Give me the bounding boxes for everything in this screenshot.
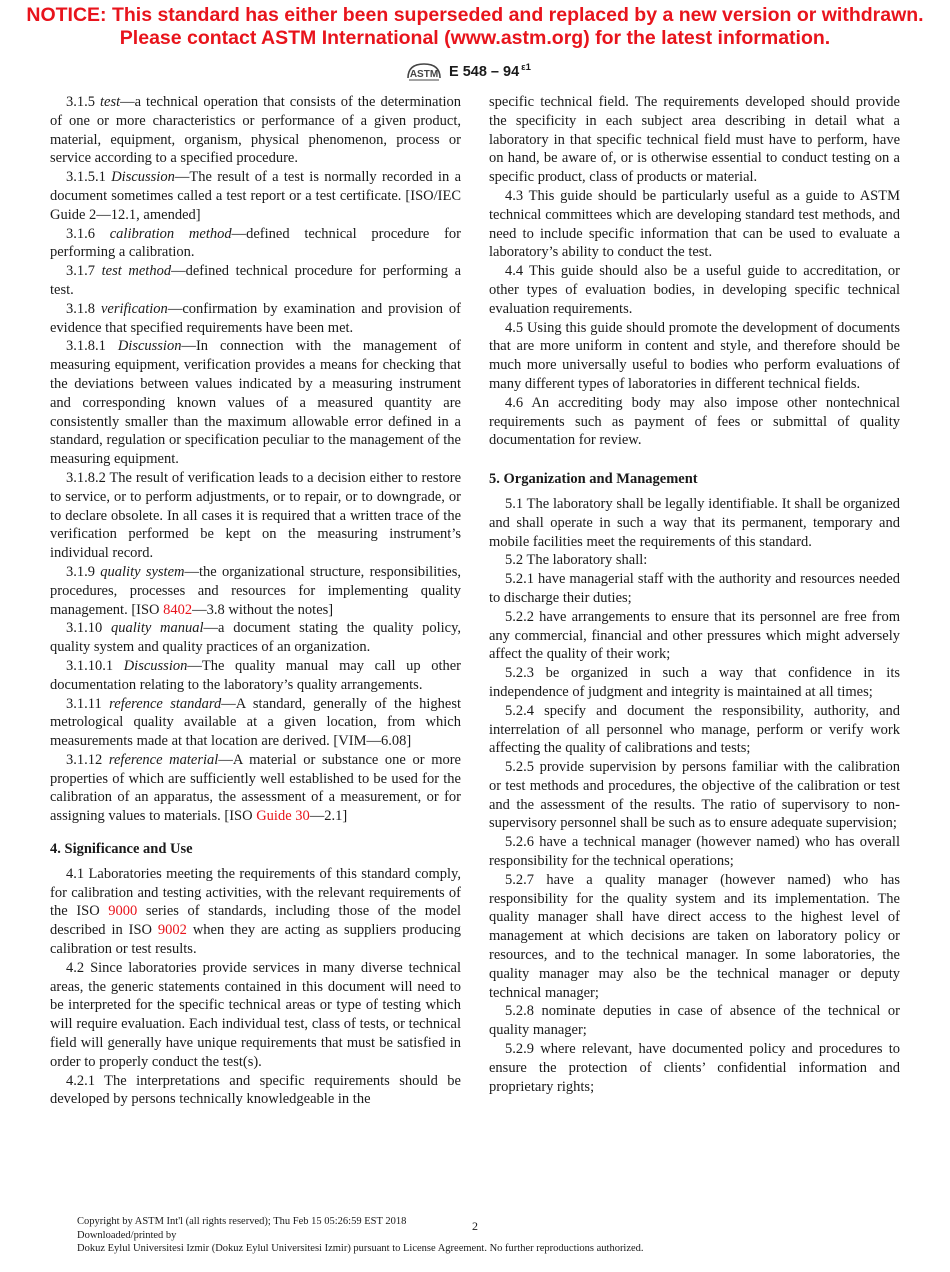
paragraph-5-2-3: 5.2.3 be organized in such a way that confidence in its independence of judgment and integrity is maintained at all times; — [489, 665, 900, 700]
term: quality manual — [111, 620, 204, 637]
paragraph-number: 3.1.5.1 — [66, 169, 112, 186]
paragraph-4-1 — [50, 865, 461, 959]
definition: —The quality manual may call up other documentation relating to the laboratory’s quality arrangements. — [50, 657, 461, 693]
text-segment: when they are acting as suppliers producing calibration or test results. — [50, 922, 461, 958]
paragraph-3-1-5 — [50, 93, 461, 168]
paragraph-5-2-4: 5.2.4 specify and document the responsibility, authority, and interrelation of all personnel who manage, perform or verify work affecting the quality of calibrations and tests; — [489, 702, 900, 757]
term: quality system — [100, 563, 185, 580]
term: reference standard — [109, 695, 222, 712]
term: verification — [100, 300, 168, 317]
text-segment: 4.1 Laboratories meeting the requirements of this standard comply, for calibration and testing activities, with the relevant requirements of the ISO — [50, 865, 461, 920]
paragraph-number: 3.1.9 — [66, 563, 101, 580]
designation-superscript: ε1 — [521, 62, 531, 73]
notice-line-1: NOTICE: This standard has either been superseded and replaced by a new version or withdrawn. — [26, 4, 924, 26]
paragraph-5-2: 5.2 The laboratory shall: — [505, 552, 648, 569]
copyright-footer — [77, 1215, 937, 1256]
paragraph-4-4: 4.4 This guide should also be a useful guide to accreditation, or other types of evaluation bodies, in developing specific technical evaluation requirements. — [489, 263, 900, 317]
iso-8402-link[interactable]: 8402 — [163, 601, 193, 618]
footer-line-2: Downloaded/printed by — [77, 1229, 177, 1241]
paragraph-5-2-5: 5.2.5 provide supervision by persons familiar with the calibration or test methods and procedures, the objective of the calibration or test and the assessment of the results. The ratio of supervisory to non-supervisory personnel shall be such as to ensure adequate supervision; — [489, 759, 900, 832]
definition: —defined technical procedure for performing a calibration. — [50, 225, 461, 261]
definition: —defined technical procedure for performing a test. — [50, 263, 462, 298]
right-column — [489, 93, 900, 1096]
definition: —A standard, generally of the highest metrological quality available at a given location, from which measurements made at that location are derived. [VIM—6.08] — [50, 695, 462, 750]
definition: —The result of a test is normally recorded in a document sometimes called a test report or a test certificate. [ISO/IEC Guide 2—12.1, amended] — [50, 169, 462, 223]
paragraph-number: 3.1.5 — [66, 94, 100, 110]
paragraph-3-1-12 — [50, 751, 461, 826]
definition-tail: —2.1] — [309, 808, 348, 825]
paragraph-4-2-1: 4.2.1 The interpretations and specific requirements should be developed by persons technically knowledgeable in the — [50, 1072, 461, 1108]
paragraph-3-1-8 — [50, 300, 461, 338]
term: test method — [101, 263, 172, 280]
paragraph-number: 3.1.11 — [66, 695, 110, 712]
paragraph-3-1-11 — [50, 695, 461, 751]
definition: —A material or substance one or more properties of which are sufficiently well established to be used for the calibration of an apparatus, the assessment of a measurement, or for assigning values to materials. [ISO — [50, 751, 461, 825]
notice-line-2: Please contact ASTM International (www.astm.org) for the latest information. — [119, 27, 831, 49]
term: reference material — [108, 751, 219, 768]
iso-9000-link[interactable]: 9000 — [108, 903, 138, 920]
paragraph-3-1-10 — [50, 619, 461, 657]
paragraph-number: 3.1.7 — [66, 263, 102, 280]
paragraph-5-2-2: 5.2.2 have arrangements to ensure that its personnel are free from any commercial, financial and other pressures which might adversely affect the quality of their work; — [489, 608, 900, 663]
paragraph-4-2-1-continued: specific technical field. The requirements developed should provide the specificity in each subject area describing in detail what a laboratory in that specific technical field must have to perform, have on hand, be aware of, or is otherwise essential to conduct testing on a specific product, class of products or material. — [489, 94, 900, 186]
paragraph-5-1: 5.1 The laboratory shall be legally identifiable. It shall be organized and shall operate in such a way that its permanent, temporary and mobile facilities meet the requirements of this standard. — [489, 495, 900, 550]
paragraph-3-1-5-1 — [50, 168, 461, 224]
paragraph-3-1-7 — [50, 262, 461, 300]
definition: —confirmation by examination and provision of evidence that specified requirements have been met. — [50, 300, 462, 336]
paragraph-number: 3.1.10.1 — [66, 657, 124, 674]
term: calibration method — [109, 225, 232, 242]
iso-guide-30-link[interactable]: Guide 30 — [256, 808, 310, 825]
definition: —the organizational structure, responsibilities, procedures, processes and resources for implementing quality management. [ISO — [50, 563, 462, 618]
designation-text: E 548 – 94 — [449, 64, 520, 80]
section-heading-5: 5. Organization and Management — [489, 471, 698, 488]
paragraph-5-2-6: 5.2.6 have a technical manager (however named) who has overall responsibility for the technical operations; — [489, 834, 900, 870]
term: Discussion — [123, 657, 188, 674]
footer-line-3: Dokuz Eylul Universitesi Izmir (Dokuz Eylul Universitesi Izmir) pursuant to License Agreement. No further reproductions authorized. — [77, 1243, 644, 1254]
paragraph-4-2: 4.2 Since laboratories provide services in many diverse technical areas, the generic statements contained in this document will need to be interpreted for the specific technical areas or type of testing which will require evaluation. Each individual test, class of tests, or technical field will generally have unique requirements that must be satisfied in order to properly conduct the test(s). — [50, 959, 461, 1070]
definition-tail: —3.8 without the notes] — [192, 601, 334, 618]
left-column — [50, 93, 461, 1109]
paragraph-3-1-8-2: 3.1.8.2 The result of verification leads to a decision either to restore to service, or to perform adjustments, or to repair, or to downgrade, or to declare obsolete. In all cases it is required that a written trace of the verification performed be kept on the measuring instrument’s individual record. — [50, 469, 461, 562]
iso-9002-link[interactable]: 9002 — [157, 922, 187, 939]
text-segment: series of standards, including those of the model described in ISO — [50, 903, 461, 939]
notice-banner — [0, 4, 950, 50]
paragraph-number: 3.1.12 — [66, 751, 109, 768]
paragraph-4-3: 4.3 This guide should be particularly useful as a guide to ASTM technical committees which are developing standard test methods, and need to include specific information that can be used to evaluate a laboratory’s ability to conduct the test. — [489, 187, 900, 261]
paragraph-5-2-7: 5.2.7 have a quality manager (however named) who has responsibility for the quality system and its implementation. The quality manager shall have direct access to the highest level of management at which decisions are taken on laboratory policy or resources, and to the technical manager. In some laboratories, the quality manager may also be the technical manager or deputy technical manager; — [489, 871, 900, 1001]
paragraph-5-2-1: 5.2.1 have managerial staff with the authority and resources needed to discharge their duties; — [489, 571, 900, 606]
definition: —In connection with the management of measuring equipment, verification provides a means for checking that the deviations between values indicated by a measuring instrument and corresponding known values of a measured quantity are consistently smaller than the maximum allowable error defined in a standard, regulation or specification peculiar to the management of the measuring equipment. — [50, 338, 461, 468]
paragraph-number: 3.1.8 — [66, 300, 101, 317]
paragraph-3-1-9 — [50, 563, 461, 619]
paragraph-3-1-6 — [50, 225, 461, 263]
paragraph-number: 3.1.8.1 — [66, 338, 118, 355]
svg-text:ASTM: ASTM — [409, 69, 439, 80]
paragraph-5-2-8: 5.2.8 nominate deputies in case of absence of the technical or quality manager; — [489, 1003, 900, 1039]
definition: —a technical operation that consists of the determination of one or more characteristics or performance of a given product, material, equipment, organism, physical phenomenon, process or service according to a specified procedure. — [50, 94, 461, 167]
term: Discussion — [111, 169, 175, 186]
term: test — [99, 94, 121, 110]
document-header — [405, 60, 531, 84]
paragraph-3-1-8-1 — [50, 337, 461, 469]
paragraph-number: 3.1.6 — [66, 225, 110, 242]
designation — [449, 64, 531, 80]
paragraph-4-6: 4.6 An accrediting body may also impose other nontechnical requirements such as payment of fees or submittal of quality documentation for review. — [489, 394, 900, 449]
definition: —a document stating the quality policy, quality system and quality practices of an organization. — [50, 620, 461, 656]
paragraph-5-2-9: 5.2.9 where relevant, have documented policy and procedures to ensure the protection of clients’ confidential information and proprietary rights; — [489, 1041, 900, 1095]
astm-logo-icon — [405, 61, 443, 83]
page-number: 2 — [472, 1219, 478, 1233]
footer-line-1: Copyright by ASTM Int'l (all rights reserved); Thu Feb 15 05:26:59 EST 2018 — [77, 1216, 407, 1227]
term: Discussion — [117, 338, 182, 355]
section-heading-4: 4. Significance and Use — [50, 841, 193, 858]
paragraph-3-1-10-1 — [50, 657, 461, 695]
paragraph-number: 3.1.10 — [66, 620, 112, 637]
paragraph-4-5: 4.5 Using this guide should promote the development of documents that are more uniform in content and style, and therefore should be much more universally useful to bodies who perform evaluations of many different types of laboratories in different technical fields. — [489, 319, 900, 392]
